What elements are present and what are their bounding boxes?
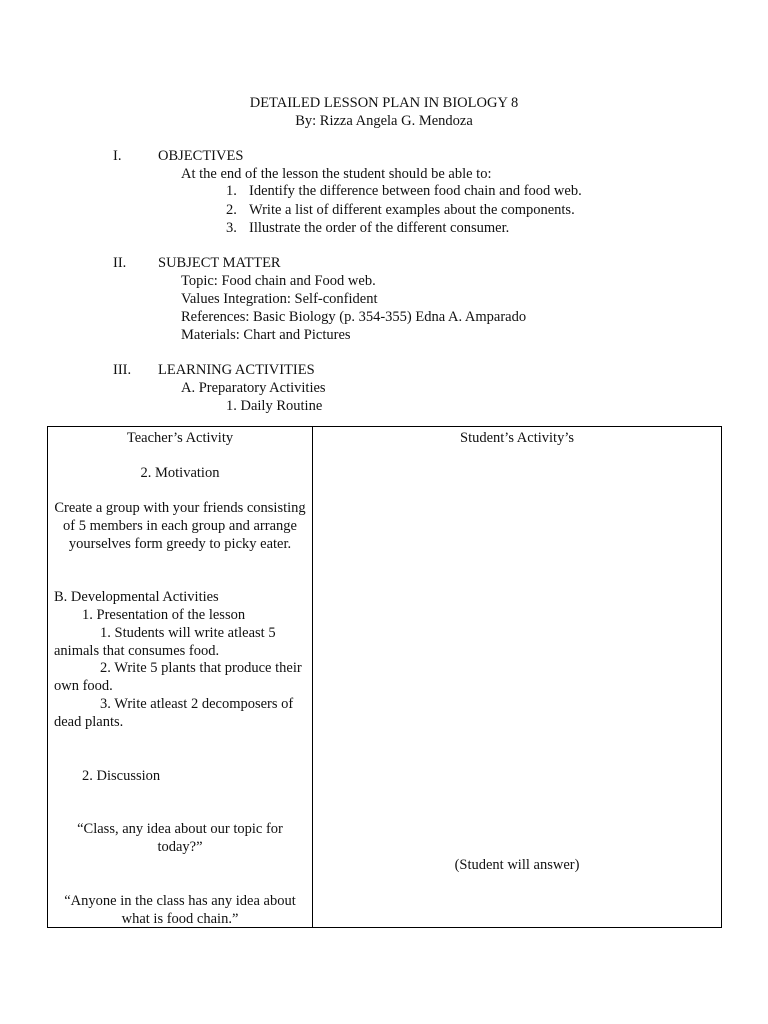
task-item: 2. Write 5 plants that produce their own food. [54, 660, 302, 694]
developmental-activities-heading: B. Developmental Activities [54, 589, 219, 605]
activity-table [47, 426, 722, 928]
preparatory-activities: A. Preparatory Activities [181, 380, 326, 396]
subject-references: References: Basic Biology (p. 354-355) Edna A. Amparado [181, 309, 527, 325]
document-title: DETAILED LESSON PLAN IN BIOLOGY 8 [249, 95, 519, 111]
task-item: 3. Write atleast 2 decomposers of dead plants. [54, 696, 294, 730]
teacher-activity-header: Teacher’s Activity [126, 430, 234, 446]
objective-item: Illustrate the order of the different consumer. [249, 220, 510, 236]
section-numeral-learning-activities: III. [113, 362, 132, 378]
objective-number: 3. [226, 220, 237, 236]
section-heading-objectives: OBJECTIVES [158, 148, 244, 164]
objective-number: 2. [226, 202, 237, 218]
document-author: By: Rizza Angela G. Mendoza [295, 113, 473, 129]
section-heading-subject-matter: SUBJECT MATTER [158, 255, 281, 271]
objective-item: Write a list of different examples about the components. [249, 202, 575, 218]
student-answer: (Student will answer) [454, 857, 580, 873]
subject-values: Values Integration: Self-confident [181, 291, 378, 307]
teacher-question: “Class, any idea about our topic for today?” [77, 821, 283, 855]
discussion-heading: 2. Discussion [82, 768, 161, 784]
motivation-text: Create a group with your friends consisting of 5 members in each group and arrange yourselves form greedy to picky eater. [54, 500, 306, 552]
section-numeral-subject-matter: II. [113, 255, 127, 271]
student-activity-header: Student’s Activity’s [460, 430, 574, 446]
student-activity-column [313, 427, 722, 928]
section-heading-learning-activities: LEARNING ACTIVITIES [158, 362, 315, 378]
objective-item: Identify the difference between food chain and food web. [249, 183, 582, 199]
teacher-activity-column [48, 427, 313, 928]
teacher-question: “Anyone in the class has any idea about what is food chain.” [64, 893, 296, 927]
objective-number: 1. [226, 183, 237, 199]
presentation-heading: 1. Presentation of the lesson [82, 607, 246, 623]
objectives-intro: At the end of the lesson the student should be able to: [181, 166, 492, 182]
daily-routine: 1. Daily Routine [226, 398, 323, 414]
subject-materials: Materials: Chart and Pictures [181, 327, 351, 343]
motivation-heading: 2. Motivation [140, 465, 220, 481]
section-numeral-objectives: I. [113, 148, 122, 164]
task-item: 1. Students will write atleast 5 animals that consumes food. [54, 625, 276, 659]
subject-topic: Topic: Food chain and Food web. [181, 273, 376, 289]
